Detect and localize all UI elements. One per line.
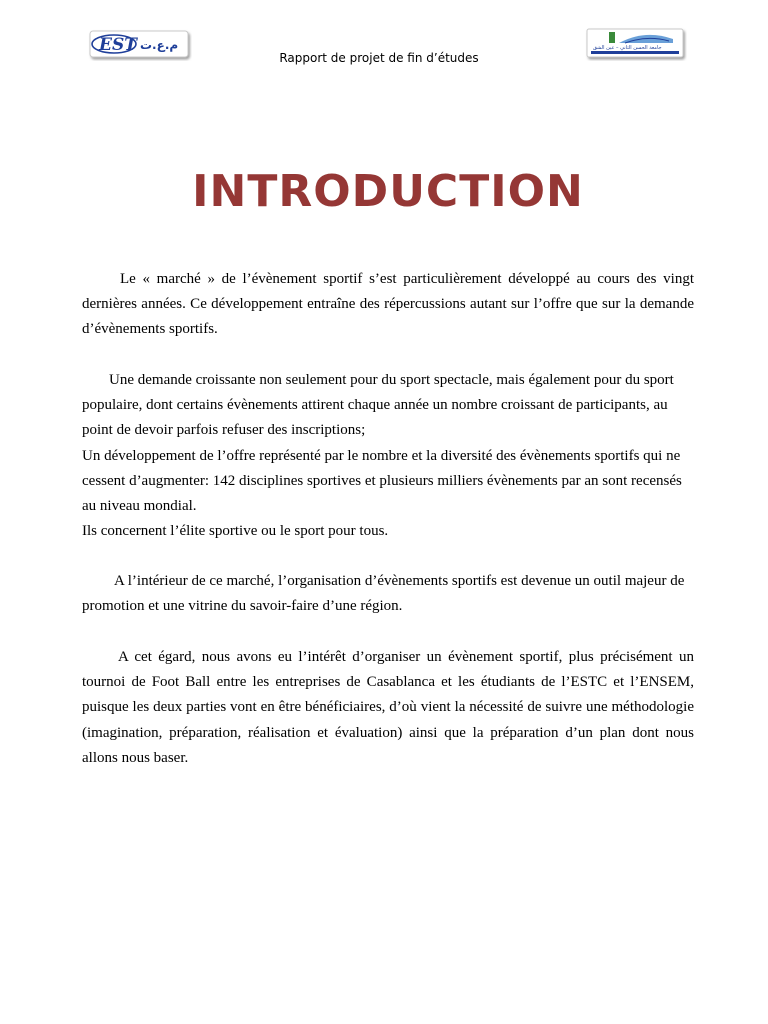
intro-paragraph-3 (82, 569, 694, 619)
paragraph-text: Un développement de l’offre représenté par le nombre et la diversité des évènements sportifs qui ne cessent d’augmenter: 142 disciplines sportives et plusieurs milliers évènements par an sont recensés au niveau mondial. (82, 447, 682, 515)
report-header-title: Rapport de projet de fin d’études (279, 51, 479, 65)
intro-paragraph-2 (82, 368, 694, 544)
page-title: INTRODUCTION (192, 166, 584, 217)
est-logo-text: EST (99, 35, 137, 55)
paragraph-text: Ils concernent l’élite sportive ou le sport pour tous. (82, 523, 389, 540)
paragraph-text: Une demande croissante non seulement pour du sport spectacle, mais également pour du sport populaire, dont certains évènements attirent chaque année un nombre croissant de participants, au point de devoir parfois refuser des inscriptions; (82, 372, 674, 439)
paragraph-text: A l’intérieur de ce marché, l’organisation d’évènements sportifs est devenue un outil majeur de promotion et une vitrine du savoir-faire d’une région. (82, 573, 685, 615)
intro-paragraph-4 (82, 645, 694, 771)
paragraph-text: A cet égard, nous avons eu l’intérêt d’organiser un évènement sportif, plus précisément un tournoi de Foot Ball entre les entreprises de Casablanca et les étudiants de l’ESTC et l’ENSEM, puisque les deux parties vont en être bénéficiaires, d’où vient la nécessité de suivre une méthodologie (imagination, préparation, réalisation et évaluation) ainsi que la préparation d’un plan dont nous allons nous baser. (82, 649, 694, 766)
university-logo-text: جامعة الحسن الثاني – عين الشق (593, 45, 662, 51)
est-logo-arabic: م.ع.ت (140, 38, 179, 52)
paragraph-text: Le « marché » de l’évènement sportif s’est particulièrement développé au cours des vingt dernières années. Ce développement entraîne des répercussions autant sur l’offre que sur la demande d’évènements sportifs. (82, 271, 694, 338)
intro-paragraph-1 (82, 267, 694, 343)
